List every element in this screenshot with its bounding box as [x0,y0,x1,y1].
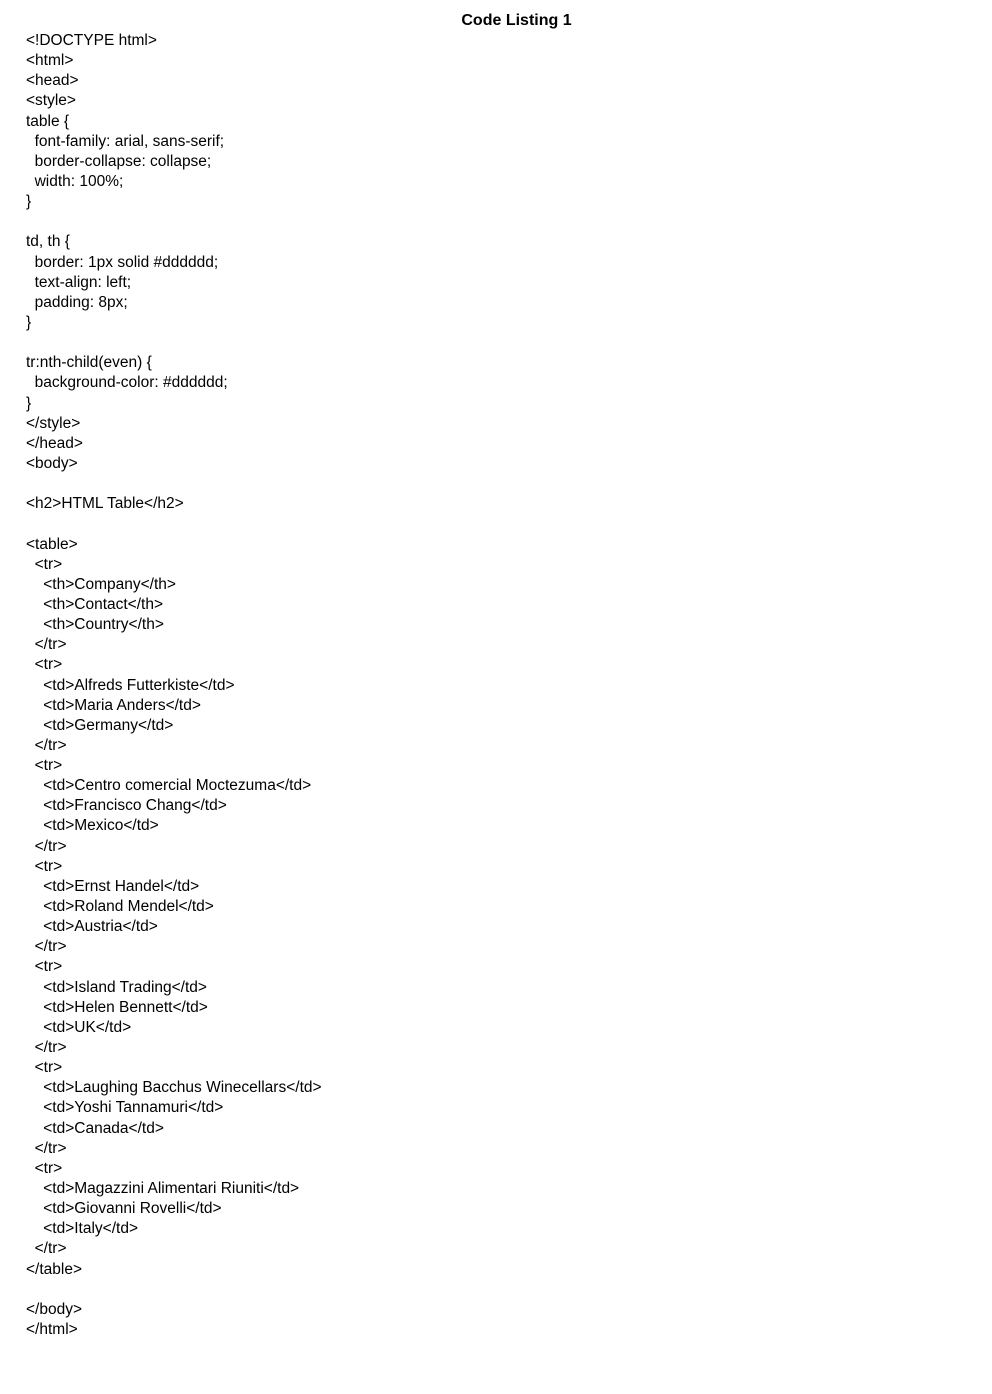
code-line: <tr> [26,1059,63,1077]
code-line: <td>Laughing Bacchus Winecellars</td> [26,1079,322,1097]
code-line: </tr> [26,736,67,754]
code-line: table { [26,112,70,130]
code-line: font-family: arial, sans-serif; [26,132,225,150]
code-line: } [26,313,32,331]
code-line: </table> [26,1260,83,1278]
code-line: <h2>HTML Table</h2> [26,495,184,513]
code-line: tr:nth-child(even) { [26,354,152,372]
code-line: <td>Germany</td> [26,716,174,734]
code-line: <td>Ernst Handel</td> [26,877,200,895]
code-line: <th>Country</th> [26,616,164,634]
code-line: <td>Island Trading</td> [26,978,207,996]
code-line: </tr> [26,1240,67,1258]
code-line: <td>Francisco Chang</td> [26,797,227,815]
code-line: <td>Austria</td> [26,918,158,936]
code-line: <table> [26,535,78,553]
code-line: <body> [26,454,78,472]
code-line: </tr> [26,636,67,654]
code-line: <td>Centro comercial Moctezuma</td> [26,777,312,795]
code-line: td, th { [26,233,70,251]
code-line: </tr> [26,837,67,855]
code-line: <td>Magazzini Alimentari Riuniti</td> [26,1180,300,1198]
code-line: <td>Canada</td> [26,1119,164,1137]
code-line: <td>Italy</td> [26,1220,139,1238]
code-line: border-collapse: collapse; [26,152,212,170]
code-line: <td>UK</td> [26,1018,132,1036]
code-line: <html> [26,52,74,70]
code-line: <td>Alfreds Futterkiste</td> [26,676,235,694]
code-line: <head> [26,72,79,90]
code-line: text-align: left; [26,273,132,291]
code-line: </tr> [26,1139,67,1157]
code-line: <td>Maria Anders</td> [26,696,201,714]
code-line: width: 100%; [26,172,124,190]
code-line: <td>Roland Mendel</td> [26,898,214,916]
code-line: </html> [26,1321,78,1338]
code-line [26,1340,926,1360]
code-line: <tr> [26,958,63,976]
code-line: } [26,193,32,211]
code-line: </tr> [26,938,67,956]
code-line: <th>Contact</th> [26,595,164,613]
code-line: <tr> [26,1159,63,1177]
code-line: background-color: #dddddd; [26,374,228,392]
code-line-blank [26,333,926,353]
code-line-blank [26,212,926,232]
code-line: <tr> [26,656,63,674]
code-line: <th>Company</th> [26,575,176,593]
code-line: <td>Mexico</td> [26,817,159,835]
code-line: <style> [26,92,76,110]
code-line: <tr> [26,757,63,775]
code-line: </head> [26,434,83,452]
code-line: <!DOCTYPE html> [26,32,157,49]
code-line: } [26,394,32,412]
code-line: padding: 8px; [26,293,128,311]
code-line: <td>Yoshi Tannamuri</td> [26,1099,224,1117]
code-line: border: 1px solid #dddddd; [26,253,219,271]
code-line: <tr> [26,857,63,875]
code-line: <td>Helen Bennett</td> [26,998,208,1016]
code-line-blank [26,514,926,534]
code-listing [26,31,926,1360]
code-line: <td>Giovanni Rovelli</td> [26,1200,222,1218]
listing-title: Code Listing 1 [461,12,572,29]
code-line: <tr> [26,555,63,573]
code-line [26,1280,926,1300]
code-line: </tr> [26,1039,67,1057]
code-line: </style> [26,414,81,432]
code-line-blank [26,474,926,494]
code-line-blank: </body> [26,1300,83,1318]
